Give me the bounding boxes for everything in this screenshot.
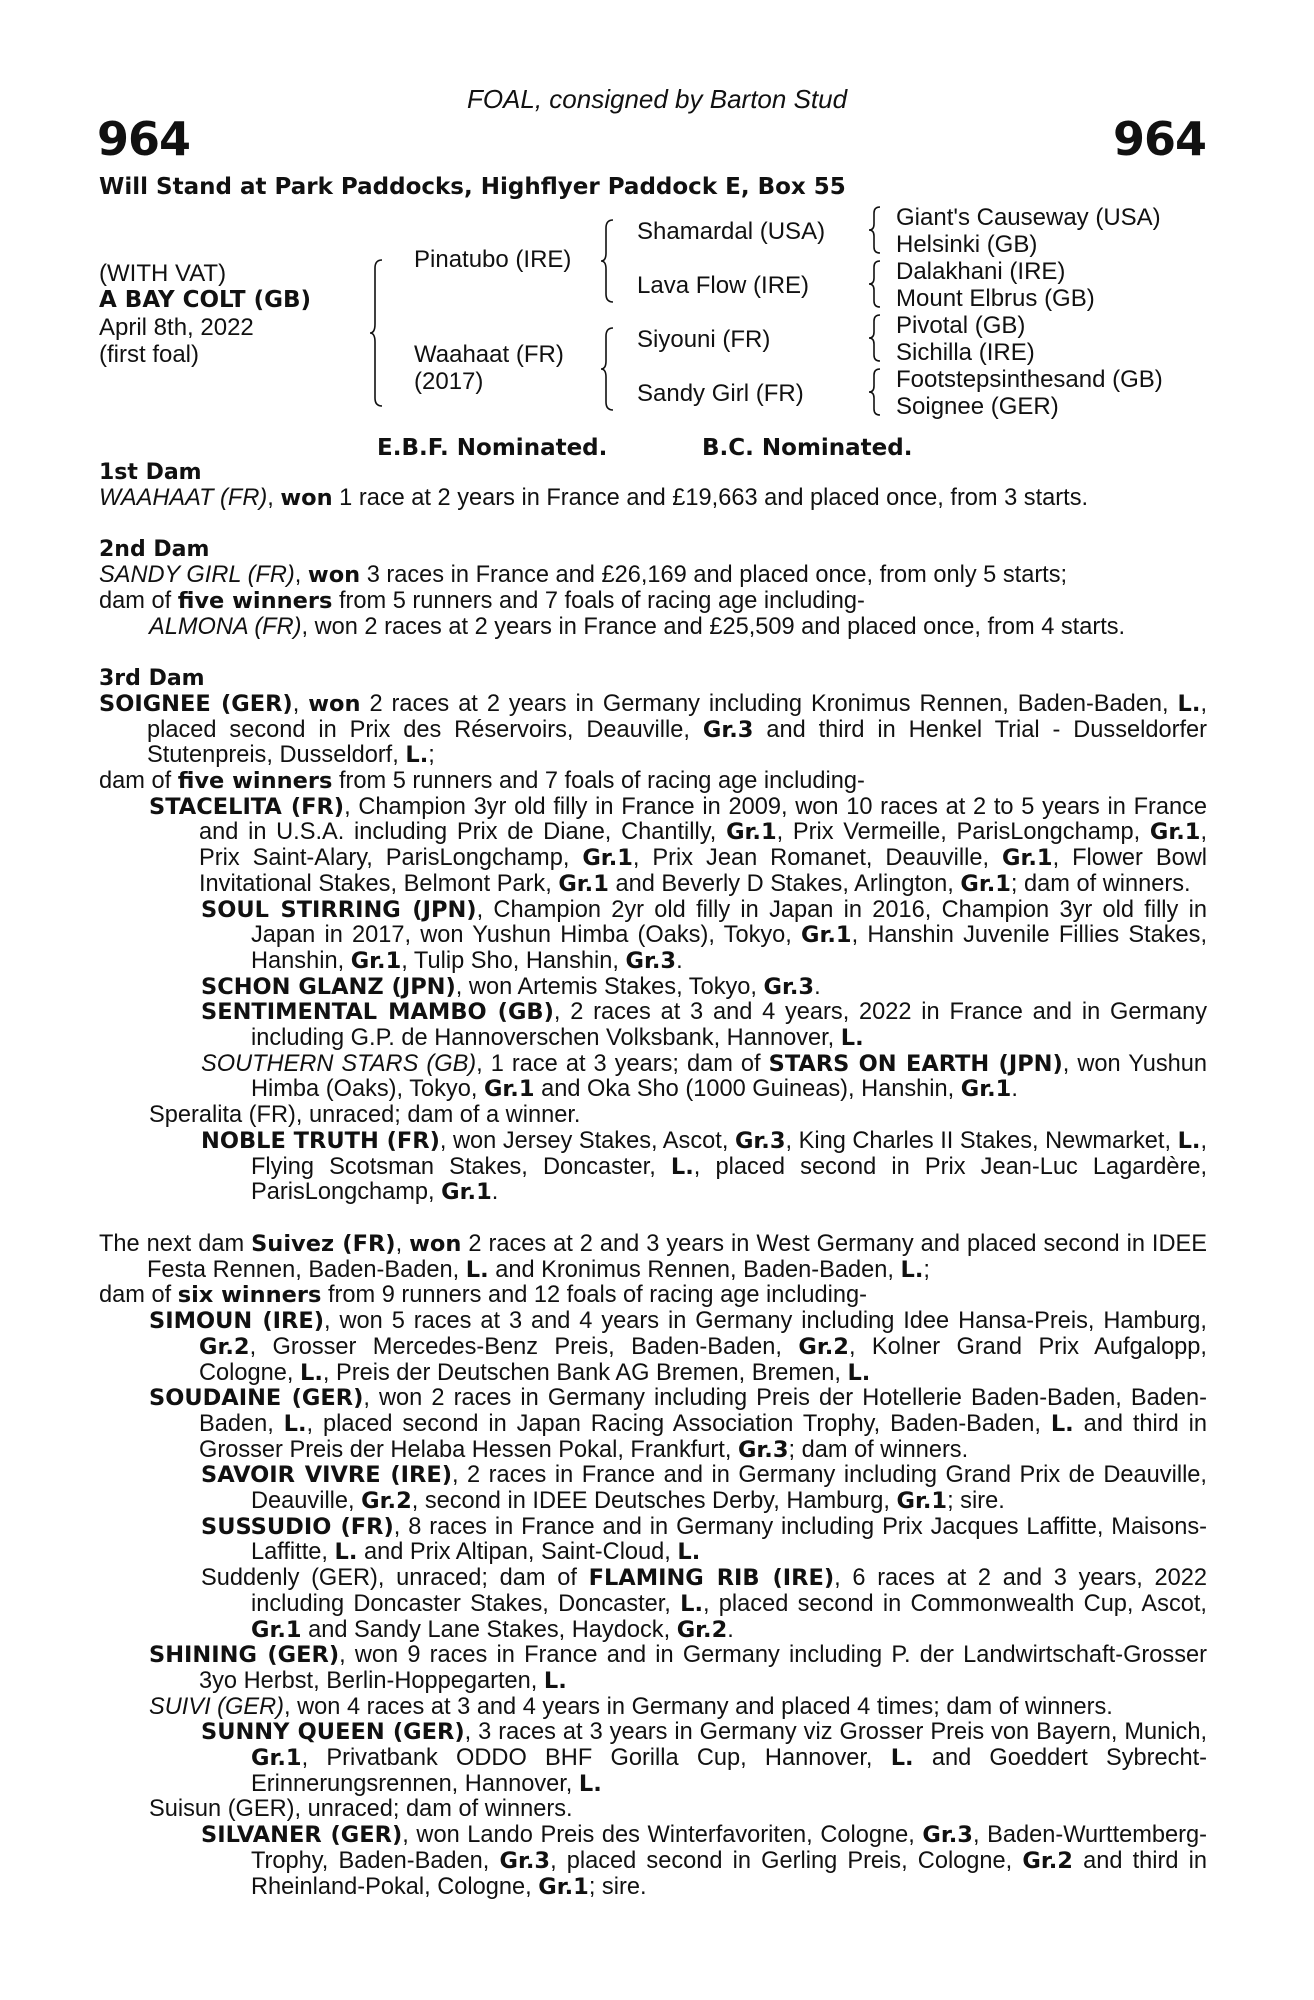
second-dam-heading: 2nd Dam bbox=[99, 537, 210, 563]
sire-name: Pinatubo (IRE) bbox=[414, 246, 572, 273]
pedigree-bracket-sire bbox=[601, 218, 621, 304]
vat-note: (WITH VAT) bbox=[99, 260, 227, 287]
paragraph: SILVANER (GER), won Lando Preis des Winterfavoriten, Cologne, Gr.3, Baden-Wurttemberg-Trophy, Baden-Baden, Gr.3, placed second in Gerling Preis, Cologne, Gr.2 and third in Rheinland-Pokal, Cologne, Gr.1; sire. bbox=[201, 1822, 1207, 1900]
third-dam-heading: 3rd Dam bbox=[99, 666, 205, 692]
paragraph: SUNNY QUEEN (GER), 3 races at 3 years in Germany viz Grosser Preis von Bayern, Munich, Gr.1, Privatbank ODDO BHF Gorilla Cup, Hannover, L. and Goeddert Sybrecht-Erinnerungsrennen, Hannover, L. bbox=[201, 1719, 1207, 1797]
paragraph: The next dam Suivez (FR), won 2 races at 2 and 3 years in West Germany and placed second in IDEE Festa Rennen, Baden-Baden, L. and Kronimus Rennen, Baden-Baden, L.; bbox=[99, 1230, 1207, 1283]
paragraph: SIMOUN (IRE), won 5 races at 3 and 4 years in Germany including Idee Hansa-Preis, Hamburg, Gr.2, Grosser Mercedes-Benz Preis, Baden-Baden, Gr.2, Kolner Grand Prix Aufgalopp, Cologne, L., Preis der Deutschen Bank AG Bremen, Bremen, L. bbox=[149, 1308, 1207, 1386]
lot-number-right: 964 bbox=[1112, 112, 1206, 166]
paragraph: SHINING (GER), won 9 races in France and in Germany including P. der Landwirtschaft-Grosser 3yo Herbst, Berlin-Hoppegarten, L. bbox=[149, 1642, 1207, 1694]
paragraph: SUIVI (GER), won 4 races at 3 and 4 years in Germany and placed 4 times; dam of winners. bbox=[149, 1693, 1113, 1720]
paragraph: dam of six winners from 9 runners and 12 foals of racing age including- bbox=[99, 1282, 868, 1309]
paragraph: Suisun (GER), unraced; dam of winners. bbox=[149, 1796, 573, 1823]
sire-dam: Lava Flow (IRE) bbox=[637, 272, 810, 299]
produce-record bbox=[99, 460, 1207, 1900]
paragraph: SENTIMENTAL MAMBO (GB), 2 races at 3 and 4 years, 2022 in France and in Germany including G.P. de Hannoverschen Volksbank, Hannover, L. bbox=[201, 999, 1207, 1052]
ancestor-g5: Pivotal (GB) bbox=[896, 312, 1026, 339]
paragraph: SOIGNEE (GER), won 2 races at 2 years in Germany including Kronimus Rennen, Baden-Baden, L., placed second in Prix des Réservoirs, Deauville, Gr.3 and third in Henkel Trial - Dusseldorfer Stutenpreis, Dusseldorf, L.; bbox=[99, 690, 1208, 769]
paragraph: SCHON GLANZ (JPN), won Artemis Stakes, Tokyo, Gr.3. bbox=[201, 973, 821, 1000]
pedigree-bracket-g3c bbox=[868, 313, 884, 363]
ancestor-g2: Helsinki (GB) bbox=[896, 231, 1038, 258]
sire-sire: Shamardal (USA) bbox=[637, 218, 826, 245]
pedigree-bracket-g3a bbox=[868, 205, 884, 255]
stand-location: Will Stand at Park Paddocks, Highflyer Paddock E, Box 55 bbox=[99, 174, 846, 200]
paragraph: NOBLE TRUTH (FR), won Jersey Stakes, Ascot, Gr.3, King Charles II Stakes, Newmarket, L., Flying Scotsman Stakes, Doncaster, L., placed second in Prix Jean-Luc Lagardère, ParisLongchamp, Gr.1. bbox=[201, 1127, 1208, 1206]
pedigree-bracket-dam bbox=[601, 326, 621, 412]
pedigree-bracket-gen1 bbox=[370, 258, 390, 408]
ancestor-g4: Mount Elbrus (GB) bbox=[896, 285, 1095, 312]
foal-note: (first foal) bbox=[99, 341, 200, 368]
first-dam-heading: 1st Dam bbox=[99, 460, 202, 485]
paragraph: SAVOIR VIVRE (IRE), 2 races in France and in Germany including Grand Prix de Deauville, Deauville, Gr.2, second in IDEE Deutsches Derby, Hamburg, Gr.1; sire. bbox=[201, 1462, 1207, 1515]
paragraph: SOUL STIRRING (JPN), Champion 2yr old filly in Japan in 2016, Champion 3yr old filly in Japan in 2017, won Yushun Himba (Oaks), Tokyo, Gr.1, Hanshin Juvenile Fillies Stakes, Hanshin, Gr.1, Tulip Sho, Hanshin, Gr.3. bbox=[201, 896, 1208, 974]
dam-name: Waahaat (FR) bbox=[414, 341, 564, 368]
paragraph: ALMONA (FR), won 2 races at 2 years in France and £25,509 and placed once, from 4 starts. bbox=[149, 613, 1126, 640]
bc-nomination: B.C. Nominated. bbox=[702, 435, 913, 461]
consignment-line: FOAL, consigned by Barton Stud bbox=[466, 84, 848, 114]
dam-dam: Sandy Girl (FR) bbox=[637, 380, 804, 407]
lot-number-left: 964 bbox=[97, 112, 191, 166]
paragraph: STACELITA (FR), Champion 3yr old filly in France in 2009, won 10 races at 2 to 5 years in France and in U.S.A. including Prix de Diane, Chantilly, Gr.1, Prix Vermeille, ParisLongchamp, Gr.1, Prix Saint-Alary, ParisLongchamp, Gr.1, Prix Jean Romanet, Deauville, Gr.1, Flower Bowl Invitational Stakes, Belmont Park, Gr.1 and Beverly D Stakes, Arlington, Gr.1; dam of winners. bbox=[149, 793, 1208, 897]
ancestor-g6: Sichilla (IRE) bbox=[896, 339, 1035, 366]
paragraph: SANDY GIRL (FR), won 3 races in France and £26,169 and placed once, from only 5 starts; bbox=[99, 562, 1068, 589]
paragraph: dam of five winners from 5 runners and 7 foals of racing age including- bbox=[99, 768, 865, 795]
dam-year: (2017) bbox=[414, 368, 484, 395]
ancestor-g1: Giant's Causeway (USA) bbox=[896, 204, 1161, 231]
pedigree-bracket-g3d bbox=[868, 367, 884, 417]
paragraph: Suddenly (GER), unraced; dam of FLAMING RIB (IRE), 6 races at 2 and 3 years, 2022 including Doncaster Stakes, Doncaster, L., placed second in Commonwealth Cup, Ascot, Gr.1 and Sandy Lane Stakes, Haydock, Gr.2. bbox=[201, 1565, 1207, 1643]
paragraph: SOUTHERN STARS (GB), 1 race at 3 years; dam of STARS ON EARTH (JPN), won Yushun Himba (Oaks), Tokyo, Gr.1 and Oka Sho (1000 Guineas), Hanshin, Gr.1. bbox=[201, 1050, 1207, 1103]
lot-title: A BAY COLT (GB) bbox=[99, 287, 312, 313]
dam-sire: Siyouni (FR) bbox=[637, 326, 771, 353]
ancestor-g8: Soignee (GER) bbox=[896, 393, 1059, 420]
foaling-date: April 8th, 2022 bbox=[99, 314, 254, 341]
paragraph: dam of five winners from 5 runners and 7 foals of racing age including- bbox=[99, 587, 865, 614]
paragraph: WAAHAAT (FR), won 1 race at 2 years in France and £19,663 and placed once, from 3 starts. bbox=[99, 484, 1089, 511]
ancestor-g7: Footstepsinthesand (GB) bbox=[896, 366, 1163, 393]
ebf-nomination: E.B.F. Nominated. bbox=[377, 435, 608, 461]
paragraph: SOUDAINE (GER), won 2 races in Germany including Preis der Hotellerie Baden-Baden, Baden-Baden, L., placed second in Japan Racing Association Trophy, Baden-Baden, L. and third in Grosser Preis der Helaba Hessen Pokal, Frankfurt, Gr.3; dam of winners. bbox=[149, 1385, 1207, 1463]
paragraph: SUSSUDIO (FR), 8 races in France and in Germany including Prix Jacques Laffitte, Maisons-Laffitte, L. and Prix Altipan, Saint-Cloud, L. bbox=[201, 1513, 1207, 1566]
pedigree-bracket-g3b bbox=[868, 259, 884, 309]
ancestor-g3: Dalakhani (IRE) bbox=[896, 258, 1066, 285]
paragraph: Speralita (FR), unraced; dam of a winner. bbox=[149, 1102, 581, 1129]
